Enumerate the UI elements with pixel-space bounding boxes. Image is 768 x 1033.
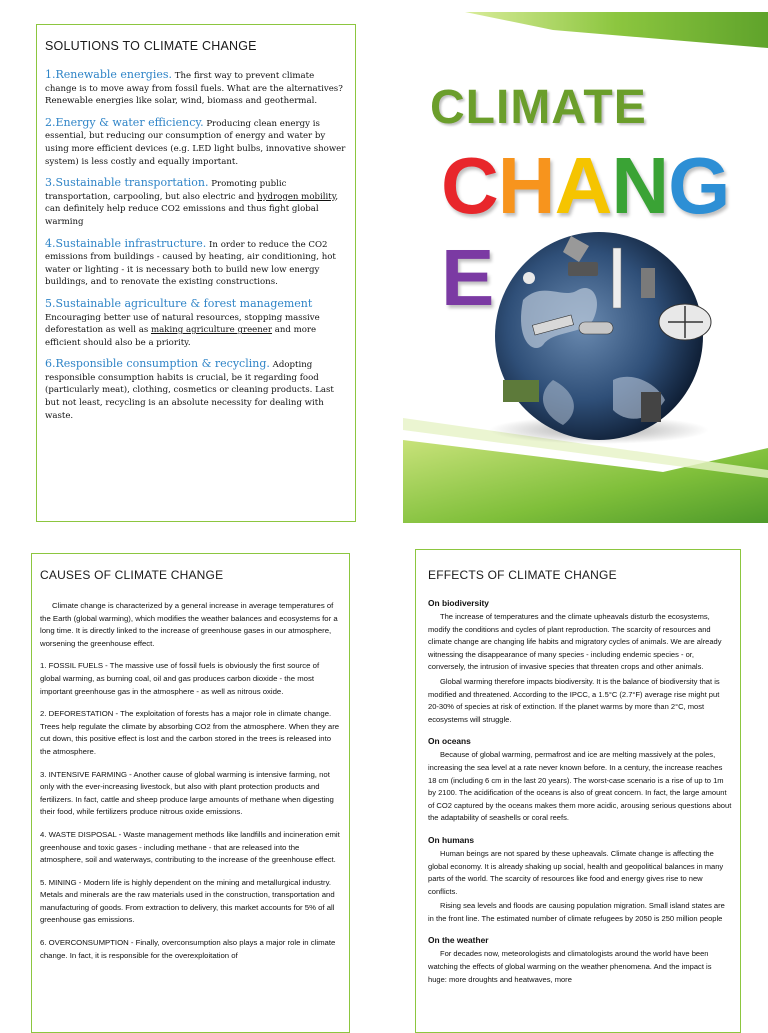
- solution-heading: 3.Sustainable transportation.: [45, 176, 209, 190]
- cover-title-climate: CLIMATE: [430, 81, 647, 134]
- cause-item: 4. WASTE DISPOSAL - Waste management methods like landfills and incineration emit greenhouse and toxic gases - including methane - that are released into the atmosphere, soil and waterways, contributing to the increase of the greenhouse effect.: [40, 829, 340, 865]
- solution-item: [45, 238, 347, 289]
- solution-item: [45, 177, 347, 228]
- top-green-band: [465, 12, 768, 48]
- effects-panel: [415, 549, 741, 1033]
- solution-text: and more efficient should also be a priority.: [45, 325, 317, 348]
- cover-title-change: [441, 140, 768, 324]
- causes-intro: Climate change is characterized by a general increase in average temperatures of the Earth (global warming), which modifies the weather balances and ecosystems for a long time. It is directly linked to the increase of greenhouse gases in our atmosphere, worsening the greenhouse effect.: [40, 601, 338, 648]
- causes-heading: CAUSES OF CLIMATE CHANGE: [40, 568, 224, 582]
- title-letter-c: C: [441, 141, 498, 230]
- solution-text: Encouraging better use of natural resources, stopping massive deforestation as well as: [45, 312, 320, 336]
- effects-heading: EFFECTS OF CLIMATE CHANGE: [428, 568, 617, 582]
- causes-panel: [31, 553, 350, 1033]
- title-letter-h: H: [497, 141, 555, 230]
- effect-subheading: On humans: [428, 834, 475, 845]
- effect-paragraph: Global warming therefore impacts biodiversity. It is the balance of biodiversity that is modified and threatened. According to the IPCC, a 1.5°C (2.7°F) average rise might put 20-30% of species at risk of extinction. If the planet warms by more than 2°C, most ecosystems will struggle.: [428, 676, 720, 724]
- effect-paragraph: Human beings are not spared by these upheavals. Climate change is affecting the global economy. It is already shaking up social, health and geopolitical balances in many parts of the world. The scarcity of resources like food and energy gives rise to new conflicts.: [428, 848, 724, 896]
- effect-subheading: On biodiversity: [428, 598, 489, 608]
- effects-list: [428, 598, 732, 986]
- solution-text: The first way to prevent climate change is to move away from fossil fuels. What are the alternatives? Renewable energies like solar, wind, biomass and geothermal.: [45, 71, 343, 107]
- solutions-panel: [36, 24, 356, 522]
- cause-item: 2. DEFORESTATION - The exploitation of forests has a major role in climate change. Trees help regulate the climate by absorbing CO2 from the atmosphere. When they are cut down, this positive effect is lost and the carbon stored in the trees is released into the atmosphere.: [40, 709, 340, 756]
- title-letter-a: A: [554, 141, 612, 230]
- effect-section: [428, 598, 732, 726]
- solution-heading: 1.Renewable energies.: [45, 68, 172, 81]
- effect-section: [428, 935, 732, 986]
- solution-text: In order to reduce the CO2 emissions from buildings - caused by heating, air conditioning, hot water or lighting - it is necessary both to build new low energy buildings, and to renovate the existing constructions.: [45, 239, 336, 288]
- title-letter-e: E: [441, 233, 494, 322]
- solutions-list: [45, 69, 347, 422]
- cause-item: 5. MINING - Modern life is highly dependent on the mining and metallurgical industry. Metals and minerals are the raw materials used in the construction, transportation and manufacturing of goods. From extraction to delivery, this market accounts for 5% of all greenhouse gas emissions.: [40, 877, 335, 925]
- effect-subheading: On the weather: [428, 935, 489, 946]
- solution-item: [45, 117, 347, 168]
- solution-item: [45, 358, 347, 422]
- cause-item: 3. INTENSIVE FARMING - Another cause of global warming is intensive farming, not only with the ever-increasing livestock, but also with plant protection products and fertilizers. In fact, cattle and sheep produce large amounts of methane when digesting their food, while fertilizers produce nitrous oxide emissions.: [40, 769, 334, 817]
- solution-heading: 4.Sustainable infrastructure.: [45, 236, 207, 250]
- solution-heading: 2.Energy & water efficiency.: [45, 115, 204, 129]
- solution-text: Promoting public transportation, carpooling, but also electric and: [45, 179, 287, 202]
- solutions-heading: SOLUTIONS TO CLIMATE CHANGE: [45, 39, 257, 53]
- solution-text: Producing clean energy is essential, but reducing our consumption of energy and water by using more efficient devices (e.g. LED light bulbs, innovative shower system) is less costly and equally important.: [45, 118, 346, 167]
- solution-link: making agriculture greener: [150, 325, 272, 336]
- solution-heading: 5.Sustainable agriculture & forest management: [45, 296, 313, 310]
- solution-link: hydrogen mobility: [257, 191, 336, 202]
- effect-paragraph: Rising sea levels and floods are causing population migration. Small island states are in the front line. The estimated number of climate refugees by 2050 is 250 million people: [428, 901, 725, 923]
- solution-item: [45, 298, 347, 349]
- effect-paragraph: The increase of temperatures and the climate upheavals disturb the ecosystems, modify the conditions and cycles of plant reproduction. The scarcity of resources and climate change are changing life habits and migratory cycles of animals. We are already witnessing the disappearance of many species - including endemic species - or, conversely, the intrusion of invasive species that threaten crops and other animals.: [428, 612, 722, 672]
- cause-item: 1. FOSSIL FUELS - The massive use of fossil fuels is obviously the first source of global warming, as burning coal, oil and gas produces carbon dioxide - the most important greenhouse gas in the atmosphere - as well as nitrous oxide.: [40, 661, 320, 696]
- solution-item: [45, 69, 347, 108]
- solution-heading: 6.Responsible consumption & recycling.: [45, 357, 270, 371]
- causes-list: [40, 660, 340, 962]
- cause-item: 6. OVERCONSUMPTION - Finally, overconsumption also plays a major role in climate change. In fact, it is responsible for the overexploitation of: [40, 938, 336, 960]
- effect-subheading: On oceans: [428, 736, 471, 747]
- solution-text: Adopting responsible consumption habits is crucial, be it regarding food (particularly meat), clothing, cosmetics or cleaning products. Last but not least, recycling is an absolute necessity for dealing with waste.: [45, 360, 334, 421]
- title-letter-g: G: [668, 141, 730, 230]
- effect-section: [428, 835, 732, 926]
- effect-paragraph: For decades now, meteorologists and climatologists around the world have been watching the effects of global warming on the weather phenomena. And the impact is huge: more droughts and heatwaves, more: [428, 949, 712, 984]
- effect-section: [428, 736, 732, 825]
- title-letter-n: N: [611, 141, 669, 230]
- effect-paragraph: Because of global warming, permafrost and ice are melting massively at the poles, increasing the sea level at a rate never known before. In a century, the increase reaches 18 cm (including 6 cm in the last 20 years). The worst-case scenario is a rise of up to 1m by 2100. The acidification of the oceans is also of great concern. In fact, the large amount of CO2 captured by the oceans makes them more acidic, arousing serious questions about the adaptability of seashells or coral reefs.: [428, 750, 732, 823]
- solution-text: , can definitely help reduce CO2 emissions and thus fight global warming: [45, 191, 339, 227]
